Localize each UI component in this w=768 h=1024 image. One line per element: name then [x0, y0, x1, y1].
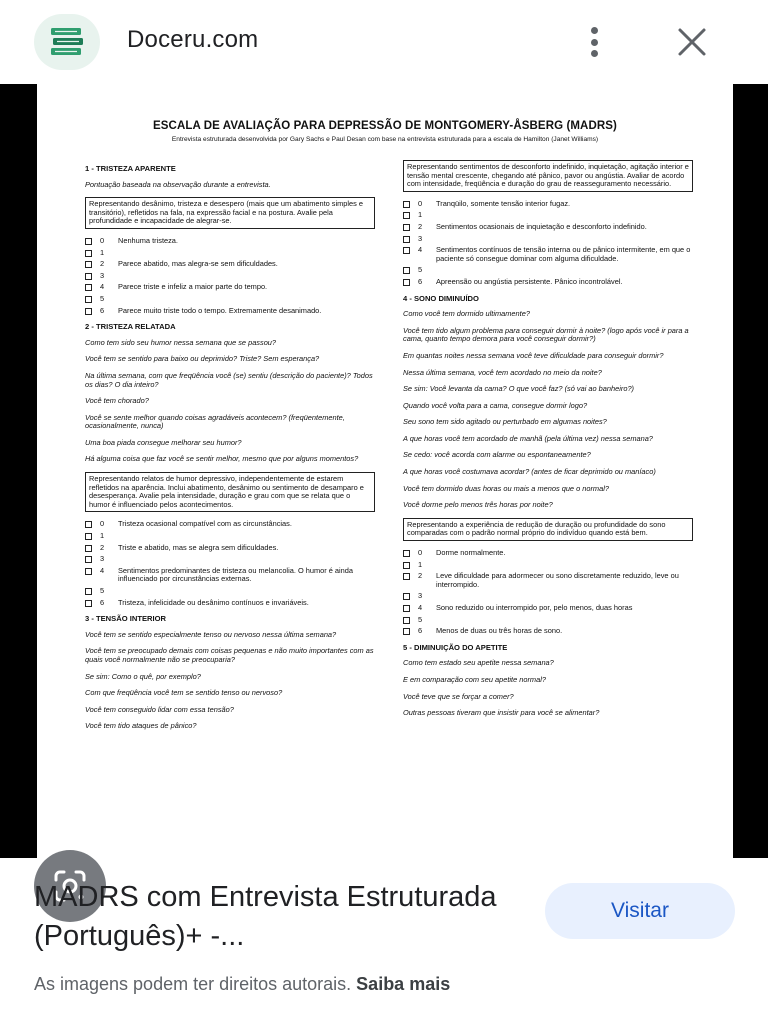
copyright-text: As imagens podem ter direitos autorais. — [34, 974, 352, 994]
score-description — [430, 592, 693, 601]
checkbox-icon[interactable] — [403, 562, 410, 569]
checkbox-icon[interactable] — [85, 556, 92, 563]
checkbox-icon[interactable] — [85, 588, 92, 595]
score-description: Sentimentos ocasionais de inquietação e desconforto indefinido. — [436, 221, 647, 231]
interview-question: Como tem sido seu humor nessa semana que se passou? — [85, 337, 277, 347]
checkbox-icon[interactable] — [85, 533, 92, 540]
score-number: 4 — [418, 245, 423, 255]
score-number: 0 — [100, 519, 105, 529]
score-description: Parece abatido, mas alegra-se sem dificuldades. — [118, 259, 278, 269]
checkbox-icon[interactable] — [85, 273, 92, 280]
score-number: 1 — [100, 247, 105, 257]
score-description: Apreensão ou angústia persistente. Pânico incontrolável. — [436, 276, 623, 286]
books-stack-icon — [47, 25, 87, 59]
score-option[interactable] — [85, 532, 375, 541]
score-number: 3 — [100, 270, 105, 280]
score-description — [430, 211, 693, 220]
checkbox-icon[interactable] — [403, 628, 410, 635]
score-number: 0 — [100, 235, 105, 245]
score-description — [112, 272, 375, 281]
score-number: 2 — [100, 259, 105, 269]
interview-question: Nessa última semana, você tem acordado no meio da noite? — [403, 367, 602, 377]
score-number: 1 — [418, 210, 423, 220]
score-option[interactable] — [85, 295, 375, 304]
options-list — [85, 237, 375, 315]
checkbox-icon[interactable] — [403, 212, 410, 219]
score-description — [112, 249, 375, 258]
checkbox-icon[interactable] — [85, 250, 92, 257]
score-option[interactable] — [85, 520, 375, 529]
site-name[interactable]: Doceru.com — [127, 26, 259, 53]
section-title: 2 - TRISTEZA RELATADA — [85, 322, 176, 332]
score-option[interactable] — [85, 283, 375, 292]
checkbox-icon[interactable] — [85, 308, 92, 315]
checkbox-icon[interactable] — [403, 617, 410, 624]
score-description — [112, 295, 375, 304]
interview-question: Você tem se sentido para baixo ou deprimido? Triste? Sem esperança? — [85, 354, 320, 364]
score-number: 6 — [418, 276, 423, 286]
checkbox-icon[interactable] — [403, 224, 410, 231]
score-number: 1 — [418, 559, 423, 569]
site-logo[interactable] — [34, 14, 100, 70]
score-number: 0 — [418, 198, 423, 208]
section-box: Representando sentimentos de desconforto indefinido, inquietação, agitação interior e tensão mental crescente, chegando até pânico, pavor ou angústia. Avaliar de acordo com intensidade, freqüência e duração do grau de reasseguramento necessário. — [403, 160, 693, 192]
score-option[interactable] — [85, 555, 375, 564]
score-description — [430, 266, 693, 275]
score-option[interactable] — [403, 549, 693, 558]
score-number: 1 — [100, 531, 105, 541]
score-option[interactable] — [403, 278, 693, 287]
section-box: Representando a experiência de redução de duração ou profundidade do sono comparadas com o padrão normal próprio do indivíduo quando está bem. — [403, 518, 693, 541]
interview-question: Na última semana, com que freqüência você (se) sentiu (descrição do paciente)? Todos os dias? O dia inteiro? — [85, 370, 373, 389]
checkbox-icon[interactable] — [403, 267, 410, 274]
score-number: 3 — [418, 591, 423, 601]
score-number: 3 — [100, 554, 105, 564]
interview-question: Há alguma coisa que faz você se sentir melhor, mesmo que por alguns momentos? — [85, 454, 359, 464]
checkbox-icon[interactable] — [85, 521, 92, 528]
checkbox-icon[interactable] — [85, 545, 92, 552]
score-description: Triste e abatido, mas se alegra sem dificuldades. — [118, 542, 279, 552]
score-description: Tristeza, infelicidade ou desânimo contínuos e invariáveis. — [118, 597, 309, 607]
result-caption[interactable]: MADRS com Entrevista Estruturada (Português)+ -... — [34, 881, 497, 952]
score-option[interactable] — [403, 246, 693, 263]
interview-question: Você tem se preocupado demais com coisas pequenas e não muito importantes com as quais você normalmente não se preocuparia? — [85, 646, 374, 664]
interview-question: Você dorme pelo menos três horas por noite? — [403, 500, 553, 510]
score-number: 5 — [100, 293, 105, 303]
score-description — [430, 561, 693, 570]
document-image — [37, 84, 733, 858]
score-number: 2 — [418, 221, 423, 231]
score-description: Parece muito triste todo o tempo. Extremamente desanimado. — [118, 305, 322, 315]
score-option[interactable] — [403, 592, 693, 601]
score-description: Sentimentos predominantes de tristeza ou melancolia. O humor é ainda influenciado por circunstâncias externas. — [118, 565, 353, 584]
interview-question: Se cedo: você acorda com alarme ou espontaneamente? — [403, 450, 591, 460]
checkbox-icon[interactable] — [403, 573, 410, 580]
checkbox-icon[interactable] — [403, 605, 410, 612]
interview-question: Se sim: Como o quê, por exemplo? — [85, 671, 201, 681]
interview-question: Se sim: Você levanta da cama? O que você faz? (só vai ao banheiro?) — [403, 384, 635, 394]
score-option[interactable] — [85, 599, 375, 608]
checkbox-icon[interactable] — [403, 201, 410, 208]
checkbox-icon[interactable] — [403, 593, 410, 600]
checkbox-icon[interactable] — [85, 238, 92, 245]
document-subtitle: Entrevista estruturada desenvolvida por Gary Sachs e Paul Desan com base na entrevista estruturada para a escala de Hamilton (Janet Williams) — [171, 136, 599, 143]
checkbox-icon[interactable] — [403, 550, 410, 557]
score-option[interactable] — [85, 307, 375, 316]
document-right-column — [403, 160, 693, 726]
document-title: ESCALA DE AVALIAÇÃO PARA DEPRESSÃO DE MONTGOMERY-ÅSBERG (MADRS) — [153, 120, 617, 132]
score-number: 5 — [100, 586, 105, 595]
checkbox-icon[interactable] — [85, 296, 92, 303]
score-option[interactable] — [403, 627, 693, 636]
copyright-notice — [34, 974, 450, 995]
score-number: 4 — [100, 565, 105, 575]
score-option[interactable] — [403, 266, 693, 275]
score-option[interactable] — [85, 567, 375, 584]
score-number: 6 — [100, 305, 105, 315]
interview-question: Você tem se sentido especialmente tenso ou nervoso nessa última semana? — [85, 629, 337, 639]
top-bar — [0, 0, 768, 84]
more-vert-icon[interactable] — [580, 24, 608, 60]
interview-question: Seu sono tem sido agitado ou perturbado em algumas noites? — [403, 417, 607, 427]
score-option[interactable] — [403, 604, 693, 613]
score-number: 5 — [418, 265, 423, 275]
score-description — [430, 616, 693, 625]
checkbox-icon[interactable] — [85, 284, 92, 291]
score-description — [430, 235, 693, 244]
score-description: Tristeza ocasional compatível com as circunstâncias. — [118, 519, 292, 529]
questions-list — [85, 339, 375, 464]
interview-question: Você tem tido algum problema para conseguir dormir à noite? (logo após você ir para a cama, quanto tempo demora para você conseguir dormir?) — [403, 325, 689, 344]
score-number: 6 — [100, 597, 105, 607]
score-number: 6 — [418, 626, 423, 636]
score-description: Sono reduzido ou interrompido por, pelo menos, duas horas — [436, 603, 633, 612]
score-number: 4 — [418, 603, 423, 612]
section-note: Pontuação baseada na observação durante a entrevista. — [85, 179, 271, 189]
checkbox-icon[interactable] — [85, 600, 92, 607]
score-description: Leve dificuldade para adormecer ou sono discretamente reduzido, leve ou interrompido. — [436, 571, 679, 589]
options-list — [403, 200, 693, 287]
score-number: 0 — [418, 548, 423, 558]
checkbox-icon[interactable] — [403, 236, 410, 243]
score-description: Tranqüilo, somente tensão interior fugaz. — [436, 198, 571, 208]
interview-question: A que horas você costumava acordar? (antes de ficar deprimido ou maníaco) — [403, 467, 656, 477]
score-option[interactable] — [85, 587, 375, 596]
close-icon[interactable] — [674, 24, 710, 60]
score-option[interactable] — [403, 223, 693, 232]
learn-more-link[interactable]: Saiba mais — [356, 974, 451, 994]
interview-question: Quando você volta para a cama, consegue dormir logo? — [403, 400, 588, 410]
score-option[interactable] — [403, 235, 693, 244]
interview-question: Como tem estado seu apetite nessa semana? — [403, 658, 554, 668]
interview-question: Você tem chorado? — [85, 396, 149, 406]
score-number: 5 — [418, 614, 423, 624]
score-option[interactable] — [85, 272, 375, 281]
section-title: 4 - SONO DIMINUÍDO — [403, 293, 479, 303]
score-description: Menos de duas ou três horas de sono. — [436, 626, 563, 636]
questions-list — [403, 310, 693, 510]
section-box: Representando desânimo, tristeza e desespero (mais que um abatimento simples e transitório), refletidos na fala, na expressão facial e na postura. Avalie pela profundidade e incapacidade de alegrar-se. — [85, 197, 375, 229]
interview-question: Em quantas noites nessa semana você teve dificuldade para conseguir dormir? — [403, 350, 664, 360]
section-box: Representando relatos de humor depressivo, independentemente de estarem refletidos na aparência. Inclui abatimento, desânimo ou sentimento de desamparo e desesperança. Avalie pela intensidade, duração e grau com que se relata que o humor é influenciado pelos acontecimentos. — [85, 472, 375, 512]
score-number: 2 — [418, 571, 423, 581]
section-title: 1 - TRISTEZA APARENTE — [85, 164, 176, 173]
document-left-column — [85, 160, 375, 739]
score-option[interactable] — [403, 561, 693, 570]
interview-question: Uma boa piada consegue melhorar seu humor? — [85, 437, 242, 447]
score-option[interactable] — [85, 260, 375, 269]
interview-question: E em comparação com seu apetite normal? — [403, 674, 546, 684]
checkbox-icon[interactable] — [403, 247, 410, 254]
score-number: 3 — [418, 233, 423, 243]
section-title: 3 - TENSÃO INTERIOR — [85, 614, 167, 624]
interview-question: Você teve que se forçar a comer? — [403, 691, 514, 701]
score-option[interactable] — [85, 544, 375, 553]
interview-question: Com que freqüência você tem se sentido tenso ou nervoso? — [85, 688, 283, 698]
score-number: 4 — [100, 282, 105, 292]
score-option[interactable] — [403, 616, 693, 625]
score-description: Parece triste e infeliz a maior parte do tempo. — [118, 282, 268, 292]
score-description: Nenhuma tristeza. — [118, 235, 178, 245]
interview-question: Você se sente melhor quando coisas agradáveis acontecem? (freqüentemente, ocasionalmente, nunca) — [85, 412, 345, 431]
interview-question: Você tem dormido duas horas ou mais a menos que o normal? — [403, 483, 609, 493]
interview-question: A que horas você tem acordado de manhã (pela última vez) nessa semana? — [403, 433, 653, 443]
visit-button[interactable]: Visitar — [545, 883, 735, 939]
questions-list — [403, 659, 693, 717]
score-option[interactable] — [403, 572, 693, 589]
score-option[interactable] — [85, 237, 375, 246]
image-viewer[interactable] — [0, 84, 768, 858]
checkbox-icon[interactable] — [85, 568, 92, 575]
score-description — [112, 532, 375, 541]
score-option[interactable] — [85, 249, 375, 258]
interview-question: Como você tem dormido ultimamente? — [403, 309, 530, 319]
score-description: Sentimentos contínuos de tensão interna ou de pânico intermitente, em que o paciente só consegue dominar com alguma dificuldade. — [436, 245, 691, 263]
score-number: 2 — [100, 542, 105, 552]
options-list — [403, 549, 693, 636]
section-title: 5 - DIMINUIÇÃO DO APETITE — [403, 642, 508, 652]
score-description — [112, 587, 375, 596]
options-list — [85, 520, 375, 607]
score-description: Dorme normalmente. — [436, 548, 506, 558]
score-description — [112, 555, 375, 564]
checkbox-icon[interactable] — [403, 279, 410, 286]
score-option[interactable] — [403, 211, 693, 220]
score-option[interactable] — [403, 200, 693, 209]
interview-question: Você tem tido ataques de pânico? — [85, 721, 197, 731]
interview-question: Outras pessoas tiveram que insistir para você se alimentar? — [403, 708, 600, 718]
questions-list — [85, 631, 375, 731]
checkbox-icon[interactable] — [85, 261, 92, 268]
interview-question: Você tem conseguido lidar com essa tensão? — [85, 704, 234, 714]
